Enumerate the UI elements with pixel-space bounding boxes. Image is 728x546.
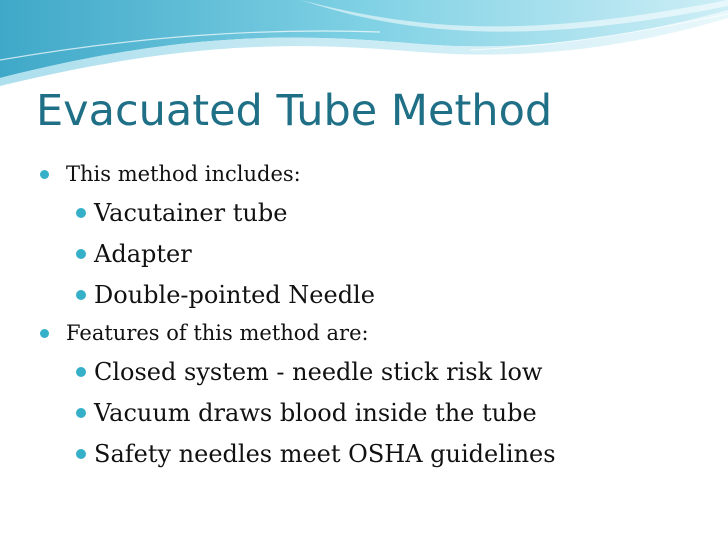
bullet-dot-icon	[40, 329, 49, 338]
bullet-list	[40, 156, 700, 474]
sub-bullet-text: Safety needles meet OSHA guidelines	[94, 439, 556, 468]
bullet-dot-icon	[76, 449, 86, 459]
sub-bullet-item	[40, 351, 700, 392]
bullet-dot-icon	[76, 367, 86, 377]
sub-bullet-item	[40, 392, 700, 433]
sub-bullet-text: Double-pointed Needle	[94, 280, 375, 309]
header-wave-decoration	[0, 0, 728, 90]
bullet-dot-icon	[76, 249, 86, 259]
bullet-dot-icon	[76, 208, 86, 218]
sub-bullet-text: Closed system - needle stick risk low	[94, 357, 543, 386]
bullet-dot-icon	[76, 408, 86, 418]
sub-bullet-text: Adapter	[94, 239, 192, 268]
bullet-item	[40, 156, 700, 192]
bullet-dot-icon	[40, 170, 49, 179]
sub-bullet-item	[40, 233, 700, 274]
sub-bullet-item	[40, 192, 700, 233]
bullet-text: This method includes:	[66, 162, 301, 186]
sub-bullet-item	[40, 274, 700, 315]
sub-bullet-item	[40, 433, 700, 474]
sub-bullet-text: Vacutainer tube	[94, 198, 288, 227]
sub-bullet-text: Vacuum draws blood inside the tube	[94, 398, 537, 427]
bullet-dot-icon	[76, 290, 86, 300]
bullet-item	[40, 315, 700, 351]
slide-title: Evacuated Tube Method	[36, 86, 553, 136]
bullet-text: Features of this method are:	[66, 321, 369, 345]
